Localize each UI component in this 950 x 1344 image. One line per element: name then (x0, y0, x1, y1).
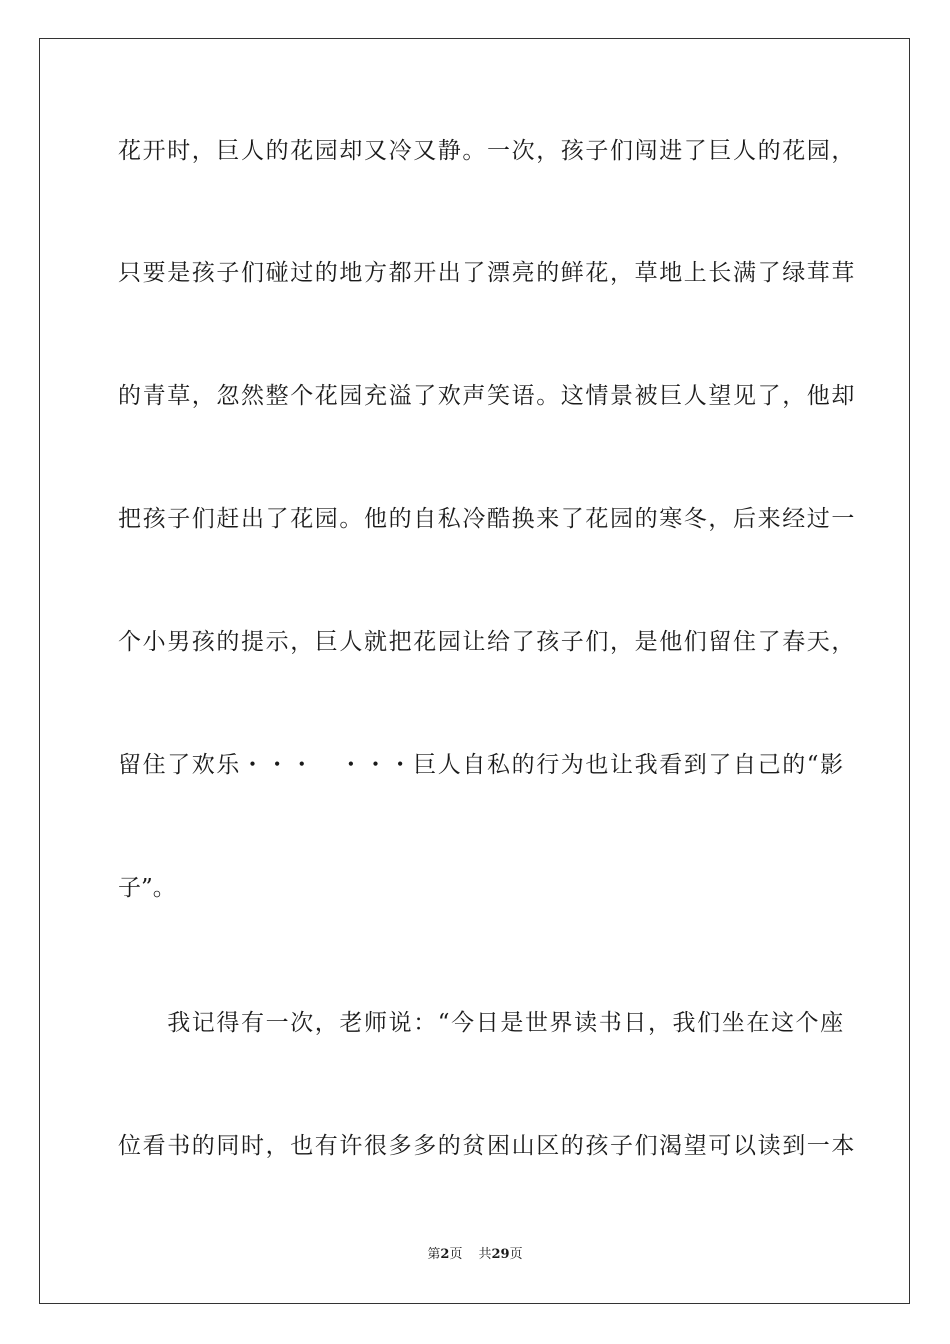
body-text-line-7: 子”。 (118, 875, 176, 901)
body-text-line-5: 个小男孩的提示，巨人就把花园让给了孩子们，是他们留住了春天， (118, 629, 856, 655)
body-text-line-1: 花开时，巨人的花园却又冷又静。一次，孩子们闯进了巨人的花园， (118, 138, 856, 164)
footer-total-suffix: 页 (509, 1247, 523, 1262)
body-text-line-4: 把孩子们赶出了花园。他的自私冷酷换来了花园的寒冬，后来经过一 (118, 506, 856, 532)
footer-total-pages: 29 (491, 1247, 510, 1262)
footer-page-suffix: 页 (449, 1247, 463, 1262)
body-text-line-2: 只要是孩子们碰过的地方都开出了漂亮的鲜花，草地上长满了绿茸茸 (118, 260, 856, 286)
page-footer (0, 1246, 950, 1264)
footer-total-prefix: 共 (478, 1247, 492, 1262)
footer-page-prefix: 第 (427, 1247, 441, 1262)
page-border (39, 38, 910, 1304)
body-text-line-6: 留住了欢乐・・・ ・・・巨人自私的行为也让我看到了自己的“影 (118, 752, 845, 778)
body-text-line-3: 的青草，忽然整个花园充溢了欢声笑语。这情景被巨人望见了，他却 (118, 383, 856, 409)
body-text-line-8: 我记得有一次，老师说：“今日是世界读书日，我们坐在这个座 (118, 1010, 845, 1036)
body-text-line-9: 位看书的同时，也有许很多多的贫困山区的孩子们渴望可以读到一本 (118, 1133, 856, 1159)
footer-page-number: 2 (440, 1247, 450, 1262)
